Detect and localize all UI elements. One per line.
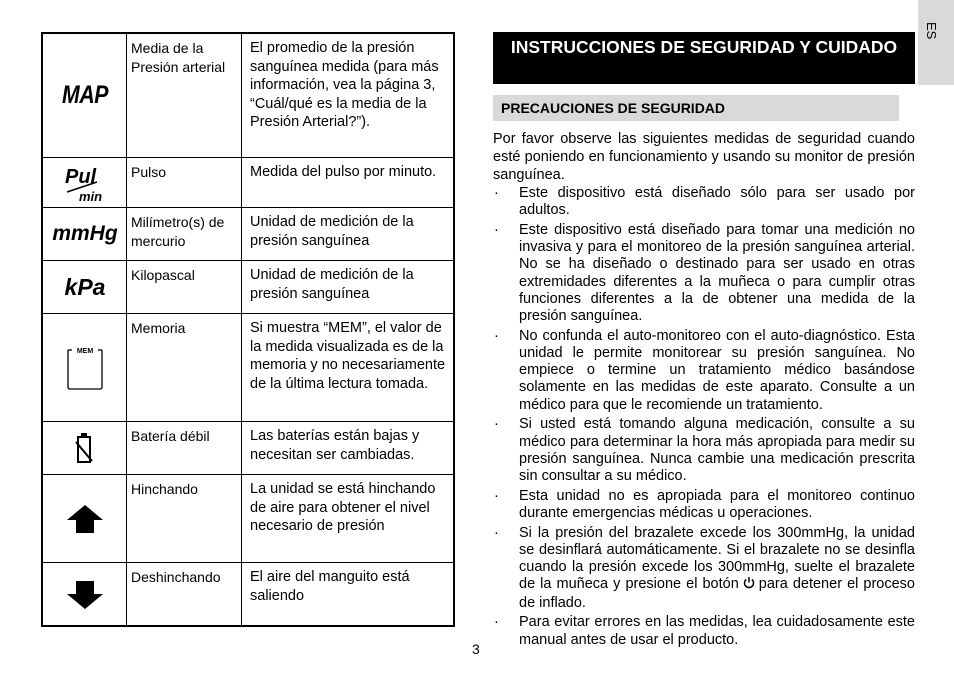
symbol-name: Milímetro(s) de mercurio xyxy=(131,214,225,249)
symbol-description: Si muestra “MEM”, el valor de la medida visualizada es de la memoria y no necesariamente de la última lectura tomada. xyxy=(250,320,446,392)
symbol-name: Deshinchando xyxy=(131,569,221,585)
symbol-name: Media de la Presión arterial xyxy=(131,40,226,75)
symbols-table xyxy=(41,32,455,627)
table-row xyxy=(43,475,453,563)
symbol-name: Hinchando xyxy=(131,481,198,497)
table-row xyxy=(43,158,453,208)
section-title: INSTRUCCIONES DE SEGURIDAD Y CUIDADO xyxy=(493,32,915,84)
symbol-name: Kilopascal xyxy=(131,267,195,283)
list-item: · Esta unidad no es apropiada para el monitoreo continuo durante emergencias médicas u operaciones. xyxy=(493,488,915,522)
bullet-text: Si la presión del brazalete excede los 300mmHg, la unidad se desinflará automáticamente. Si el brazalete no se desinfla cuando la presión excede los 300mmHg, suelte el brazalete de la muñeca y presione el botón xyxy=(519,524,915,593)
list-item: · Si usted está tomando alguna medicación, consulte a su médico para determinar la hora más apropiada para medir su presión sanguínea. Nunca cambie una medicación prescrita sin consultar a su médico. xyxy=(493,416,915,485)
mmhg-symbol: mmHg xyxy=(52,222,118,245)
symbol-name: Memoria xyxy=(131,320,186,336)
svg-text:MEM: MEM xyxy=(76,347,94,355)
symbol-name: Batería débil xyxy=(131,428,210,444)
symbol-description: El promedio de la presión sanguínea medida (para más información, vea la página 3, “Cuál/qué es la media de la Presión Arterial?”). xyxy=(250,40,439,130)
arrow-up-icon xyxy=(43,475,127,562)
section-subtitle: PRECAUCIONES DE SEGURIDAD xyxy=(493,95,899,121)
svg-text:min: min xyxy=(79,188,103,203)
symbol-description: Unidad de medición de la presión sanguínea xyxy=(250,214,414,249)
intro-paragraph: Por favor observe las siguientes medidas de seguridad cuando esté poniendo en funcionamiento y usando su monitor de presión sanguínea. xyxy=(493,131,915,183)
pulse-symbol xyxy=(43,158,127,207)
list-item: · No confunda el auto-monitoreo con el auto-diagnóstico. Esta unidad le permite monitorear su presión sanguínea. No empiece o termine un tratamiento médico basándose solamente en las medidas de este aparato. Consulte a un médico para que le recomiende un tratamiento. xyxy=(493,328,915,414)
list-item xyxy=(493,525,915,612)
kpa-symbol: kPa xyxy=(64,273,106,300)
safety-section xyxy=(493,32,915,651)
list-item: · Este dispositivo está diseñado sólo para ser usado por adultos. xyxy=(493,185,915,219)
symbol-description: Las baterías están bajas y necesitan ser cambiadas. xyxy=(250,428,420,463)
symbol-description: El aire del manguito está saliendo xyxy=(250,569,410,604)
symbol-name: Pulso xyxy=(131,164,167,180)
page-number: 3 xyxy=(472,641,480,657)
low-battery-icon xyxy=(43,422,127,474)
list-item: · Este dispositivo está diseñado para tomar una medición no invasiva y para el monitoreo de la presión sanguínea arterial. No se ha diseñado o destinado para ser usado en otras extremidades diferentes a la muñeca o para cumplir otras funciones diferentes a la de obtener una medida de la presión sanguínea. xyxy=(493,222,915,325)
symbol-description: Medida del pulso por minuto. xyxy=(250,164,437,180)
language-tab xyxy=(918,0,954,85)
table-row xyxy=(43,563,453,627)
symbol-description: La unidad se está hinchando de aire para obtener el nivel necesario de presión xyxy=(250,481,436,534)
symbol-description: Unidad de medición de la presión sanguínea xyxy=(250,267,414,302)
arrow-down-icon xyxy=(43,563,127,627)
language-tab-label: ES xyxy=(924,22,939,40)
memory-icon xyxy=(43,314,127,421)
svg-text:Pul: Pul xyxy=(65,165,97,188)
precautions-list xyxy=(493,185,915,649)
list-item: · Para evitar errores en las medidas, lea cuidadosamente este manual antes de usar el producto. xyxy=(493,614,915,648)
map-symbol: MAP xyxy=(62,81,108,109)
bullet-text-tail: para detener el proceso de inflado. xyxy=(519,576,915,611)
table-row xyxy=(43,208,453,261)
table-row xyxy=(43,422,453,475)
table-row xyxy=(43,34,453,158)
table-row xyxy=(43,261,453,314)
power-icon xyxy=(743,576,755,594)
table-row xyxy=(43,314,453,422)
